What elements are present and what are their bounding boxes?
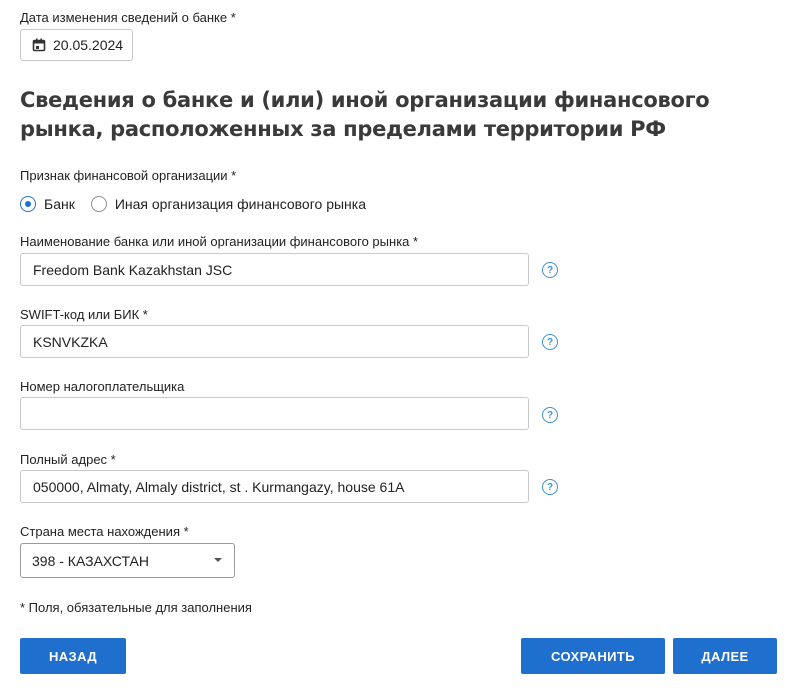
radio-bank[interactable] — [20, 196, 75, 212]
swift-label: SWIFT-код или БИК * — [20, 307, 148, 322]
tax-number-input[interactable] — [20, 397, 529, 430]
radio-bank-label: Банк — [44, 196, 75, 212]
back-button[interactable]: НАЗАД — [20, 638, 126, 674]
address-help-icon[interactable]: ? — [542, 479, 558, 495]
address-label: Полный адрес * — [20, 452, 116, 467]
radio-other-organization-label: Иная организация финансового рынка — [114, 196, 366, 212]
address-input[interactable] — [20, 470, 529, 503]
country-select-value: 398 - КАЗАХСТАН — [32, 552, 149, 569]
tax-number-help-icon[interactable]: ? — [542, 407, 558, 423]
radio-other-organization-indicator[interactable] — [91, 196, 107, 212]
section-title: Сведения о банке и (или) иной организации финансового рынка, расположенных за пределами территории РФ — [20, 88, 710, 141]
date-change-field[interactable] — [20, 29, 133, 61]
bank-name-input[interactable] — [20, 253, 529, 286]
org-type-label: Признак финансовой организации * — [20, 168, 237, 183]
date-change-label: Дата изменения сведений о банке * — [20, 10, 236, 25]
required-fields-note: * Поля, обязательные для заполнения — [20, 600, 252, 615]
chevron-down-icon — [214, 558, 222, 562]
radio-other-organization[interactable] — [91, 196, 366, 212]
save-button[interactable]: СОХРАНИТЬ — [521, 638, 665, 674]
next-button[interactable]: ДАЛЕЕ — [673, 638, 777, 674]
calendar-icon — [32, 38, 46, 52]
country-select[interactable] — [20, 543, 235, 578]
swift-help-icon[interactable]: ? — [542, 334, 558, 350]
date-change-value: 20.05.2024 — [53, 37, 124, 53]
tax-number-label: Номер налогоплательщика — [20, 379, 185, 394]
country-label: Страна места нахождения * — [20, 524, 189, 539]
org-type-radio-group — [20, 196, 382, 212]
bank-name-label: Наименование банка или иной организации финансового рынка * — [20, 234, 419, 249]
swift-input[interactable] — [20, 325, 529, 358]
radio-bank-indicator[interactable] — [20, 196, 36, 212]
bank-name-help-icon[interactable]: ? — [542, 262, 558, 278]
